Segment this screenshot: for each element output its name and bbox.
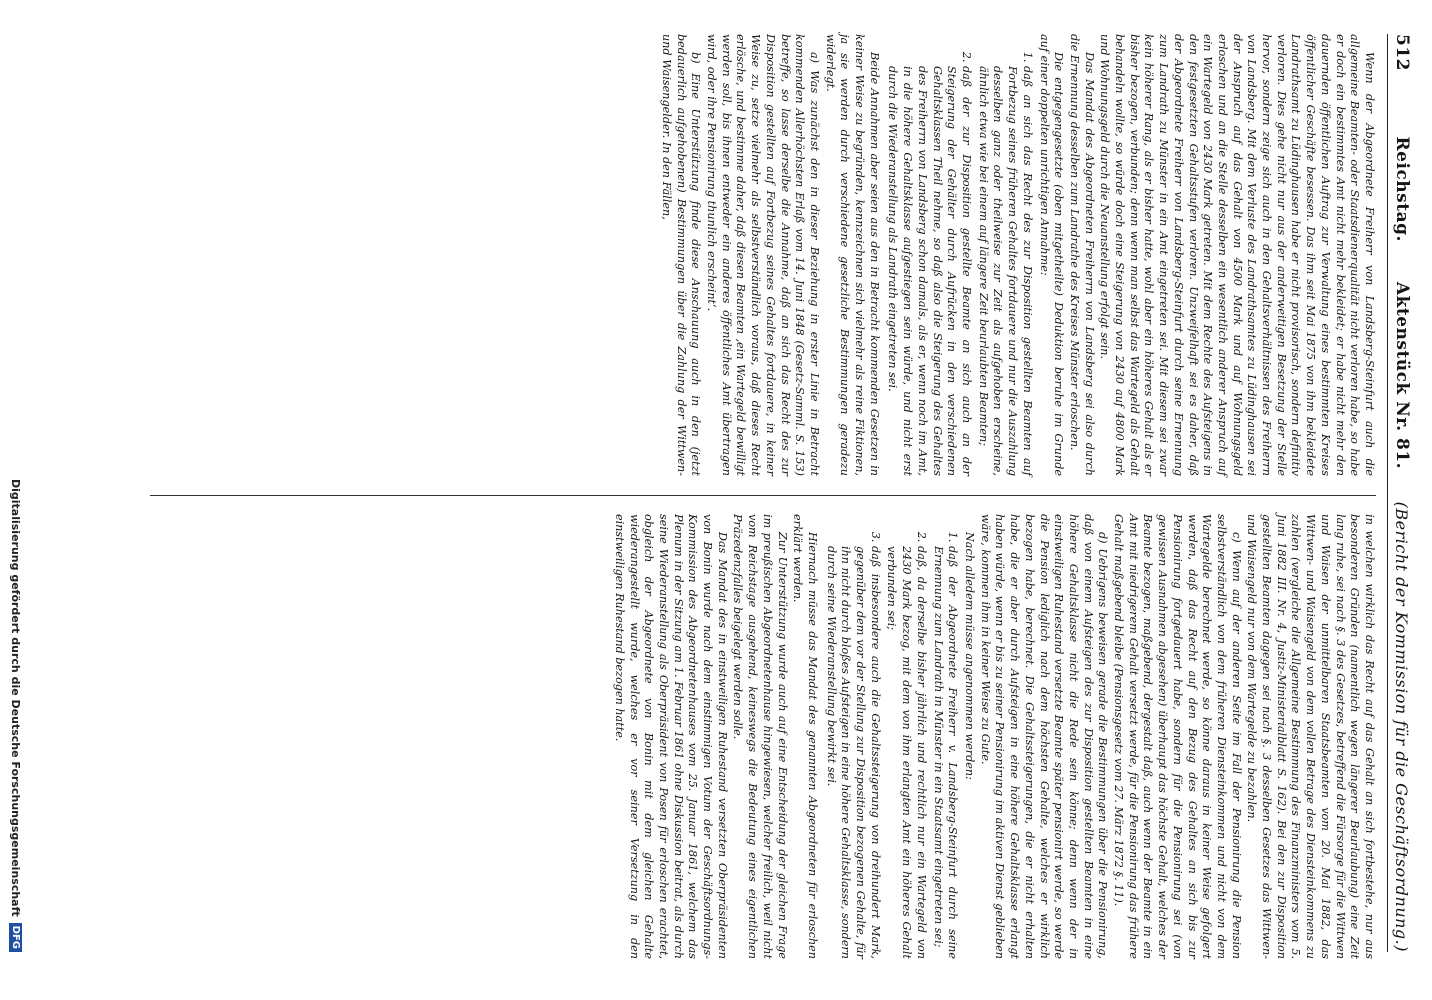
digitization-credit xyxy=(6,34,26,952)
paragraph: Das Mandat des in einstweiligen Ruhestand versetzten Oberpräsidenten von Bonin wurde nach dem einstimmigen Votum der Geschäftsordnungs-Kommission des Abgeordnetenhauses vom 25. Januar 1861, welchem das Plenum in der Sitzung am 1. Februar 1861 ohne Diskussion beitrat, als durch seine Wiederanstellung als Oberpräsident von Posen für erloschen erachtet, obgleich der Abgeordnete von Bonin mit dem gleichen Gehalte wiederangestellt wurde, welches er vor seiner Versetzung in den einstweiligen Ruhestand bezogen hatte. xyxy=(612,514,729,959)
page-header xyxy=(1387,34,1422,952)
publication-name: Reichstag. xyxy=(1392,136,1412,242)
paragraph: Wenn der Abgeordnete Freiherr von Landsberg-Steinfurt auch die allgemeine Beamten- oder Staatsdienerqualität nicht verloren habe, so habe er doch ein bestimmtes Amt nicht mehr bekleidet; er habe nicht mehr den dauernden öffentlichen Auftrag zur Verwaltung eines bestimmten Kreises öffentlicher Geschäfte besessen. Das ihm seit Mai 1875 von ihm bekleidete Landrathsamt zu Lüdinghausen habe er nicht provisorisch, sondern definitiv verloren. Dies gehe nicht nur aus der anderweitigen Besetzung der Stelle hervor, sondern zeige sich auch in den Gehaltsverhältnissen des Freiherrn von Landsberg. Mit dem Verluste des Landrathsamtes zu Lüdinghausen sei der Anspruch auf das Gehalt von 4500 Mark und auf Wohnungsgeld erloschen und an die Stelle desselben ein wesentlich anderer Anspruch auf ein Wartegeld von 2430 Mark getreten. Mit dem Rechte des Aufsteigens in den festgesetzten Gehaltsstufen verloren. Unzweifelhaft sei es daher, daß der Abgeordnete Freiherr von Landsberg-Steinfurt durch seine Ernennung zum Landrath zu Münster in ein Amt eingetreten sei. Mit diesem sei zwar kein höherer Rang, als er bisher hatte, wohl aber ein höheres Gehalt als er bisher bezogen, verbunden; denn wenn man selbst das Wartegeld als Gehalt behandeln wollte, so würde doch eine Steigerung von 2430 auf 4800 Mark und Wohnungsgeld durch die Neuanstellung erfolgt sein. xyxy=(1098,34,1376,476)
report-subject: (Bericht der Kommission für die Geschäftsordnung.) xyxy=(1392,501,1411,952)
numbered-list xyxy=(885,34,1034,476)
dfg-logo: DFG xyxy=(10,923,23,952)
list-item: 2. daß, da derselbe bisher jährlich und rechtlich nur ein Wartegeld von 2430 Mark bezog, mit dem von ihm erlangten Amt ein höheres Gehalt verbunden sei; xyxy=(884,546,928,959)
list-item: 2. daß der zur Disposition gestellte Beamte an sich auch an der Steigerung der Gehälter durch Aufrücken in den verschiedenen Gehaltsklassen Theil nehme, so daß also die Steigerung des Gehaltes des Freiherrn von Landsberg schon damals, als er, wenn noch im Amt, in die höhere Gehaltsklasse aufgestiegen sein würde, und nicht erst durch die Wiederanstellung als Landrath eingetreten sei. xyxy=(885,66,973,476)
paragraph: Nach alledem müsse angenommen werden: xyxy=(963,532,977,780)
credit-text: Digitalisierung gefördert durch die Deutsche Forschungsgemeinschaft xyxy=(9,478,23,917)
paragraph: Die entgegengesetzte (oben mitgetheilte) Deduktion beruhe im Grunde auf einer doppelten unrichtigen Annahme: xyxy=(1037,34,1066,476)
paragraph: d) Uebrigens beweisen gerade die Bestimmungen über die Pensionirung, daß von einem Aufsteigen des zur Disposition gestellten Beamten in eine höhere Gehaltsklasse nicht die Rede sein könne; denn wenn der in einstweiligen Ruhestand versetzte Beamte später pensionirt werde, so werde die Pension lediglich nach dem höchsten Gehalte, welches er wirklich bezogen habe, berechnet. Die Gehaltssteigerungen, die er nicht erhalten habe, die er aber durch Aufsteigen in eine höhere Gehaltsklasse erlangt haben würde, wenn er bis zu seiner Pensionirung im aktiven Dienst geblieben wäre, kommen ihm in keiner Weise zu Gute. xyxy=(978,514,1110,959)
numbered-list xyxy=(823,514,959,959)
list-item: 1. daß an sich das Recht des zur Disposition gestellten Beamten auf Fortbezug seines früheren Gehaltes fortdauere und nur die Auszahlung desselben ganz oder theilweise zur Zeit als aufgehoben erscheine, ähnlich etwa wie bei einem auf längere Zeit beurlaubten Beamten; xyxy=(975,66,1034,476)
list-item: 3. daß insbesondere auch die Gehaltssteigerung von dreihundert Mark, gegenüber dem vor der Stellung zur Disposition bezogenen Gehalte, für ihn nicht durch bloßes Aufsteigen in eine höhere Gehaltsklasse, sondern durch seine Wiederanstellung bewirkt sei. xyxy=(823,546,882,959)
column-divider xyxy=(150,495,1376,496)
left-text-column xyxy=(140,34,1376,476)
paragraph: Zur Unterstützung wurde auch auf eine Entscheidung der gleichen Frage im preußischen Abgeordnetenhause hingewiesen, welcher freilich, weil nicht vom Reichstage ausgehend, keineswegs die Bedeutung eines eigentlichen Präzedenzfalles beigelegt werden solle. xyxy=(731,514,789,959)
paragraph: c) Wenn auf der anderen Seite im Fall der Pensionirung die Pension selbstverständlich von dem früheren Diensteinkommen und nicht von dem Wartegelde berechnet werde, so könne daraus in keiner Weise gefolgert werden, daß das Recht auf den Bezug des Gehaltes an sich bis zur Pensionirung fortgedauert habe, sondern für die Pensionirung sei (von gewissen Ausnahmen abgesehen) überhaupt das höchste Gehalt, welches der Beamte bezogen, maßgebend, dergestalt daß, auch wenn der Beamte in ein Amt mit niedrigerem Gehalt versetzt werde, für die Pensionirung das frühere Gehalt maßgebend bleibe (Pensionsgesetz vom 27. März 1872 §. 11). xyxy=(1112,514,1243,959)
paragraph: Hiernach müsse das Mandat des genannten Abgeordneten für erloschen erklärt werden. xyxy=(791,514,819,959)
header-title-group xyxy=(1392,137,1412,470)
list-item: 1. daß der Abgeordnete Freiherr v. Landsberg-Steinfurt durch seine Ernennung zum Landrath in Münster in ein Staatsamt eingetreten sei; xyxy=(930,546,959,959)
page-number: 512 xyxy=(1392,34,1412,71)
paragraph: in welchen wirklich das Recht auf das Gehalt an sich fortbestehe, nur aus besonderen Gründen (namentlich wegen längerer Beurlaubung) eine Zeit lang ruhe, sei nach §. 3 des Gesetzes, betreffend die Fürsorge für die Wittwen und Waisen der unmittelbaren Staatsbeamten vom 20. Mai 1882, das Wittwen- und Waisengeld von dem vollen Betrage des Diensteinkommens zu zahlen (vergleiche die Allgemeine Bestimmung des Finanzministers vom 5. Juni 1882 III. Nr. 4, Justiz-Ministerialblatt S. 162). Bei den zur Disposition gestellten Beamten dagegen sei nach §. 3 desselben Gesetzes das Wittwen- und Waisengeld nur von dem Wartegelde zu bezahlen. xyxy=(1245,514,1376,959)
document-number: Aktenstück Nr. 81. xyxy=(1392,281,1412,470)
right-text-column xyxy=(140,514,1376,959)
paragraph: b) Eine Unterstützung finde diese Anschauung auch in den (jetzt bedauerlich aufgehobenen) Bestimmungen über die Zahlung der Wittwen- und Waisengelder. In den Fällen, xyxy=(659,34,703,476)
paragraph: Das Mandat des Abgeordneten Freiherrn von Landsberg sei also durch die Ernennung desselben zum Landrathe des Kreises Münster erloschen. xyxy=(1067,34,1096,476)
paragraph: a) Was zunächst den in dieser Beziehung in erster Linie in Betracht kommenden Allerhöchsten Erlaß vom 14. Juni 1848 (Gesetz-Samml. S. 153) betreffe, so lasse derselbe die Annahme, daß an sich das Recht des zur Disposition gestellten auf Fortbezug seines Gehaltes fortdauere, in keiner Weise zu, setze vielmehr als selbstverständlich voraus, daß dieses Recht erlösche, und bestimme daher, daß diesen Beamten ‚ein Wartegeld bewilligt werden soll, bis ihnen entweder ein anderes öffentliches Amt übertragen wird, oder ihre Pensionirung thunlich erscheint‘. xyxy=(705,34,821,476)
paragraph: Beide Annahmen aber seien aus den in Betracht kommenden Gesetzen in keiner Weise zu begründen, kennzeichnen sich vielmehr als reine Fiktionen, ja sie werden durch verschiedene gesetzliche Bestimmungen geradezu widerlegt. xyxy=(823,34,881,476)
